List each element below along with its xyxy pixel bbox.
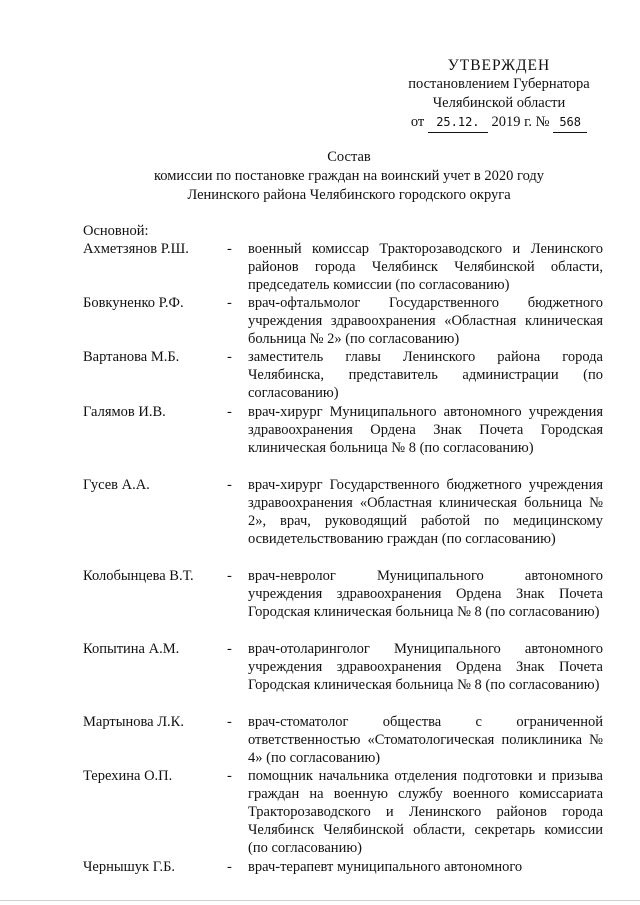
title-line-3: Ленинского района Челябинского городского округа (187, 187, 511, 203)
member-dash: - (227, 714, 232, 730)
member-name: Галямов И.В. (83, 404, 166, 420)
member-role: помощник начальника отделения подготовки и призыва граждан на военную службу военного комиссариата Тракторозаводского и Ленинского районов города Челябинск Челябинской области, секретарь комиссии (по согласованию) (248, 768, 603, 856)
approval-number: 568 (553, 113, 587, 133)
document-title (60, 148, 638, 205)
member-dash: - (227, 349, 232, 365)
member-dash: - (227, 404, 232, 420)
section-label: Основной: (83, 223, 149, 239)
member-dash: - (227, 768, 232, 784)
member-name: Ахметзянов Р.Ш. (83, 241, 189, 257)
member-role: заместитель главы Ленинского района города Челябинска, представитель администрации (по согласованию) (248, 349, 603, 401)
page-bottom-edge (0, 900, 640, 901)
title-line-1: Состав (327, 149, 371, 165)
member-name: Вартанова М.Б. (83, 349, 180, 365)
member-role: военный комиссар Тракторозаводского и Ленинского районов города Челябинск Челябинской области, председатель комиссии (по согласованию) (248, 241, 603, 293)
member-dash: - (227, 477, 232, 493)
member-role: врач-хирург Государственного бюджетного учреждения здравоохранения «Областная клиническая больница № 2», врач, руководящий работой по медицинскому освидетельствованию граждан (по согласованию) (248, 477, 603, 547)
member-role: врач-офтальмолог Государственного бюджетного учреждения здравоохранения «Областная клиническая больница № 2» (по согласованию) (248, 295, 603, 347)
member-name: Гусев А.А. (83, 477, 150, 493)
approval-heading: УТВЕРЖДЕН (447, 57, 551, 74)
member-dash: - (227, 241, 232, 257)
member-name: Копытина А.М. (83, 641, 180, 657)
member-role: врач-невролог Муниципального автономного учреждения здравоохранения Ордена Знак Почета Городская клиническая больница № 8 (по согласованию) (248, 568, 603, 620)
member-name: Колобынцева В.Т. (83, 568, 194, 584)
approval-block (396, 56, 602, 133)
member-name: Чернышук Г.Б. (83, 859, 176, 875)
title-line-2: комиссии по постановке граждан на воинский учет в 2020 году (153, 168, 545, 184)
member-role: врач-отоларинголог Муниципального автономного учреждения здравоохранения Ордена Знак Почета Городская клиническая больница № 8 (по согласованию) (248, 641, 603, 693)
member-role: врач-стоматолог общества с ограниченной ответственностью «Стоматологическая поликлиника № 4» (по согласованию) (248, 714, 603, 766)
approval-year: 2019 г. № (491, 114, 550, 130)
member-dash: - (227, 641, 232, 657)
member-name: Бовкуненко Р.Ф. (83, 295, 184, 311)
member-role: врач-терапевт муниципального автономного (248, 859, 523, 875)
approval-date-line (396, 113, 602, 133)
member-name: Мартынова Л.К. (83, 714, 184, 730)
approval-date: 25.12. (428, 113, 488, 133)
member-dash: - (227, 568, 232, 584)
member-name: Терехина О.П. (83, 768, 173, 784)
approval-line-1: постановлением Губернатора (408, 76, 590, 92)
member-dash: - (227, 295, 232, 311)
member-dash: - (227, 859, 232, 875)
approval-prefix: от (410, 114, 425, 130)
member-role: врач-хирург Муниципального автономного учреждения здравоохранения Ордена Знак Почета Городская клиническая больница № 8 (по согласованию) (248, 404, 603, 456)
approval-line-2: Челябинской области (432, 95, 566, 111)
